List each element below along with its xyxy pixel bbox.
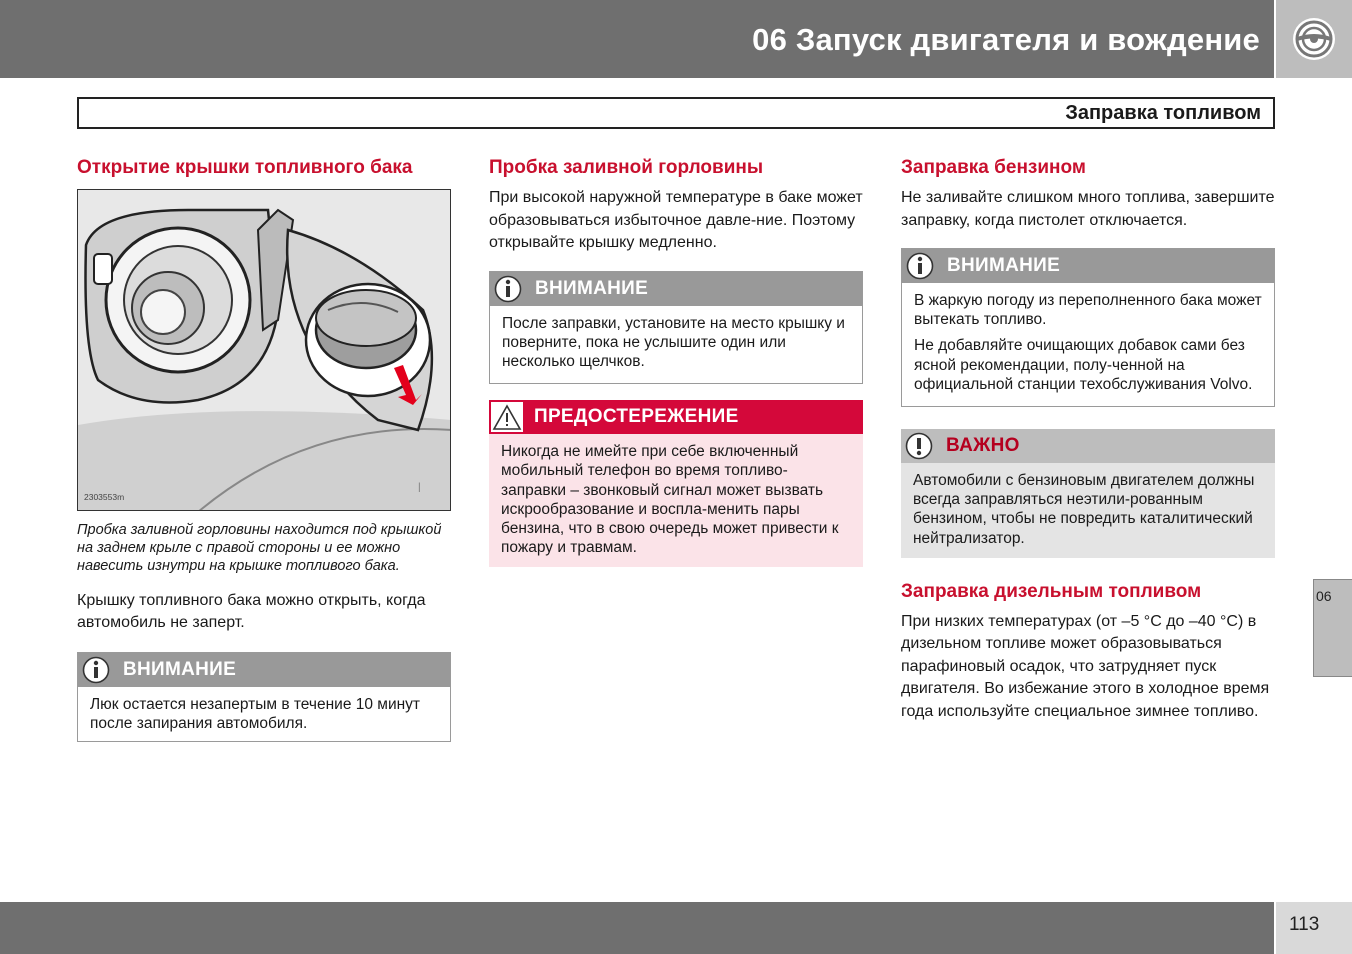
filler-cap-heading: Пробка заливной горловины bbox=[489, 157, 764, 178]
diesel-heading: Заправка дизельным топливом bbox=[901, 580, 1202, 602]
chapter-side-tab bbox=[1313, 579, 1352, 677]
page-number-box bbox=[1276, 902, 1352, 954]
filler-cap-paragraph: При высокой наружной температуре в баке может образовываться избыточное давле-ние. Поэтому открывайте крышку медленно. bbox=[489, 189, 863, 251]
important-header bbox=[901, 429, 1275, 463]
fuel-flap-paragraph: Крышку топливного бака можно открыть, когда автомобиль не заперт. bbox=[77, 591, 426, 632]
figure-caption: Пробка заливной горловины находится под крышкой на заднем крыле с правой стороны и ее можно навесить изнутри на крышке топливого бака. bbox=[77, 522, 442, 575]
figure-code: 2303553m bbox=[84, 492, 125, 502]
note-text bbox=[902, 283, 1274, 406]
footer-bar bbox=[0, 902, 1274, 954]
chapter-header-bar bbox=[0, 0, 1274, 78]
important-paragraph: Автомобили с бензиновым двигателем должны всегда заправляться неэтили-рованным бензином, чтобы не повредить каталитический нейтрализатор. bbox=[913, 472, 1255, 547]
note-title: ВНИМАНИЕ bbox=[535, 277, 649, 299]
note-box bbox=[901, 248, 1275, 407]
column-3 bbox=[901, 156, 1275, 723]
warning-paragraph: Никогда не имейте при себе включенный мобильный телефон во время топливо-заправки – звонковый сигнал может вызвать искрообразование и воспла-менить пары бензина, что в свою очередь может привести к пожару и травмам. bbox=[501, 443, 839, 557]
note-text bbox=[490, 306, 862, 384]
note-text bbox=[78, 687, 450, 741]
warning-header bbox=[489, 400, 863, 434]
fuel-flap-illustration bbox=[77, 189, 451, 511]
note-paragraph-2: Не добавляйте очищающих добавок сами без ясной рекомендации, полу-ченной на официальной станции техобслуживания Volvo. bbox=[914, 337, 1253, 393]
section-title: Заправка топливом bbox=[1065, 102, 1261, 124]
info-icon bbox=[82, 656, 110, 684]
fuel-flap-heading: Открытие крышки топливного бака bbox=[77, 157, 413, 178]
section-header bbox=[77, 97, 1275, 129]
chapter-icon-box bbox=[1276, 0, 1352, 78]
svg-text:|: | bbox=[418, 482, 421, 493]
note-paragraph: После заправки, установите на место крышку и поверните, пока не услышите один или несколько щелчков. bbox=[502, 314, 845, 370]
note-title: ВНИМАНИЕ bbox=[947, 255, 1061, 276]
important-text bbox=[901, 463, 1275, 558]
note-header bbox=[902, 249, 1274, 283]
side-tab-label: 06 bbox=[1316, 588, 1332, 604]
column-2 bbox=[489, 156, 863, 567]
petrol-heading: Заправка бензином bbox=[901, 157, 1086, 178]
important-box bbox=[901, 429, 1275, 558]
warning-text bbox=[489, 434, 863, 567]
note-title: ВНИМАНИЕ bbox=[123, 658, 237, 680]
note-box bbox=[77, 652, 451, 742]
note-paragraph: Люк остается незапертым в течение 10 минут после запирания автомобиля. bbox=[90, 695, 421, 732]
note-header bbox=[78, 653, 450, 687]
column-1 bbox=[77, 156, 451, 742]
warning-title: ПРЕДОСТЕРЕЖЕНИЕ bbox=[534, 406, 739, 428]
info-icon bbox=[906, 252, 934, 280]
note-paragraph-1: В жаркую погоду из переполненного бака может вытекать топливо. bbox=[914, 292, 1262, 329]
note-box bbox=[489, 271, 863, 385]
info-icon bbox=[494, 275, 522, 303]
warning-box bbox=[489, 400, 863, 567]
diesel-paragraph: При низких температурах (от –5 °C до –40 °C) в дизельном топливе может образовываться парафиновый осадок, что затрудняет пуск двигателя. Во избежание этого в холодное время года используйте специальное зимнее топливо. bbox=[901, 612, 1270, 720]
page-number: 113 bbox=[1289, 914, 1320, 935]
note-header bbox=[490, 272, 862, 306]
steering-wheel-icon bbox=[1291, 16, 1337, 62]
exclamation-icon bbox=[905, 432, 933, 460]
petrol-paragraph: Не заливайте слишком много топлива, завершите заправку, когда пистолет отключается. bbox=[901, 189, 1275, 229]
important-title: ВАЖНО bbox=[946, 435, 1020, 457]
chapter-title: 06 Запуск двигателя и вождение bbox=[752, 22, 1260, 57]
warning-triangle-icon bbox=[491, 402, 523, 432]
